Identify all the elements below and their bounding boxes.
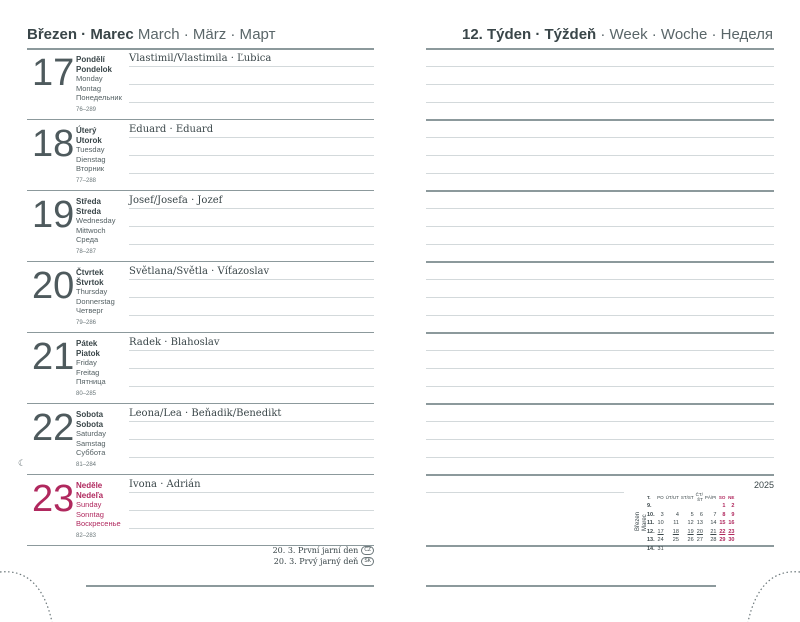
day-name-sk: Streda <box>76 206 101 216</box>
mini-calendar-grid <box>646 492 735 553</box>
week-translations: · Week · Woche · Неделя <box>596 26 773 43</box>
day-name-sk: Piatok <box>76 348 101 358</box>
mini-calendar-week: 9. <box>647 503 652 510</box>
day-name-ru: Суббота <box>76 448 106 458</box>
day-block <box>27 404 374 475</box>
mini-calendar-day: 1 <box>722 503 726 510</box>
day-block <box>27 475 374 546</box>
footer-rule <box>426 585 716 587</box>
mini-calendar-header: PÁ/PI <box>704 494 717 500</box>
mini-calendar-day: 28 <box>710 537 717 544</box>
mini-calendar-day <box>665 502 680 511</box>
day-name-en: Sunday <box>76 500 102 510</box>
mini-calendar-header: ST/ST <box>680 494 694 500</box>
mini-calendar-day <box>656 502 665 511</box>
day-number: 17 <box>32 52 75 94</box>
nameday-text: Vlastimil/Vlastimila · Ľubica <box>129 53 272 64</box>
notes-area[interactable] <box>426 0 774 548</box>
holiday-text: 20. 3. První jarní den <box>272 546 359 555</box>
mini-calendar-day: 3 <box>660 511 664 518</box>
day-name-cz: Úterý <box>76 126 97 135</box>
day-name-en: Tuesday <box>76 145 105 155</box>
day-name-sk: Nedeľa <box>76 490 104 500</box>
mini-calendar-day: 31 <box>657 545 664 552</box>
mini-calendar-day: 9 <box>731 511 735 518</box>
day-names <box>76 481 121 542</box>
mini-calendar-day: 24 <box>657 537 664 544</box>
mini-calendar-day: 27 <box>696 537 703 544</box>
day-name-de: Freitag <box>76 367 100 377</box>
mini-calendar-day: 20 <box>696 528 703 535</box>
mini-calendar-day <box>695 502 704 511</box>
mini-calendar-day: 2 <box>731 503 735 510</box>
country-badge: CZ <box>361 546 374 555</box>
day-name-sk: Pondelok <box>76 64 113 74</box>
mini-calendar-day: 22 <box>719 528 726 535</box>
mini-calendar-header: ČT/ŠT <box>695 492 703 502</box>
mini-calendar-day: 18 <box>672 528 679 535</box>
mini-calendar-month-sk: Marec <box>642 514 648 531</box>
day-name-ru: Понедельник <box>76 93 122 103</box>
day-block <box>27 333 374 404</box>
day-name-cz: Čtvrtek <box>76 268 104 277</box>
day-block <box>27 191 374 262</box>
day-name-de: Mittwoch <box>76 225 106 235</box>
day-name-en: Thursday <box>76 287 108 297</box>
holiday-note <box>273 546 374 555</box>
mini-calendar-day: 14 <box>710 520 717 527</box>
nameday-text: Josef/Josefa · Jozef <box>129 195 223 206</box>
month-translations: March · März · Март <box>133 26 276 43</box>
day-names <box>76 197 115 258</box>
mini-calendar-day: 30 <box>728 537 735 544</box>
mini-calendar-week: 14. <box>647 545 655 552</box>
day-count: 76–289 <box>76 106 97 113</box>
day-count: 81–284 <box>76 461 97 468</box>
holiday-text: 20. 3. Prvý jarný deň <box>273 557 359 566</box>
mini-calendar-day: 16 <box>728 520 735 527</box>
mini-calendar-year: 2025 <box>753 480 774 490</box>
day-names <box>76 126 106 187</box>
month-header <box>27 26 275 43</box>
mini-calendar-header: SO <box>718 494 726 500</box>
day-number: 22 <box>32 407 75 449</box>
day-name-cz: Pátek <box>76 339 98 348</box>
day-name-de: Samstag <box>76 438 106 448</box>
day-names <box>76 410 106 471</box>
mini-calendar-day: 25 <box>672 537 679 544</box>
day-number: 21 <box>32 336 75 378</box>
day-number: 23 <box>32 478 75 520</box>
day-count: 77–288 <box>76 177 97 184</box>
day-names <box>76 268 115 329</box>
day-name-en: Saturday <box>76 429 107 439</box>
page-corner-arc-left <box>0 560 70 622</box>
mini-calendar-day <box>695 545 704 554</box>
country-badge: SK <box>361 557 374 566</box>
day-name-cz: Neděle <box>76 481 103 490</box>
mini-calendar-week: 12. <box>647 528 655 535</box>
day-count: 82–283 <box>76 532 97 539</box>
mini-calendar-month-cz: Březen <box>635 511 641 531</box>
day-name-en: Monday <box>76 74 103 84</box>
mini-calendar-day: 12 <box>687 520 694 527</box>
day-name-ru: Пятница <box>76 377 106 387</box>
footer-rule <box>86 585 374 587</box>
mini-calendar-day: 4 <box>675 511 679 518</box>
mini-calendar-week: 11. <box>647 520 655 527</box>
day-count: 78–287 <box>76 248 97 255</box>
mini-calendar-day <box>704 545 718 554</box>
mini-calendar-day <box>680 502 695 511</box>
month-title: Březen · Marec <box>27 26 134 43</box>
mini-calendar-day <box>704 502 718 511</box>
day-name-ru: Четверг <box>76 306 104 316</box>
mini-calendar-header: T. <box>647 494 651 500</box>
mini-calendar-header: PO <box>657 494 664 500</box>
mini-calendar-day: 17 <box>657 528 664 535</box>
day-name-sk: Utorok <box>76 135 102 145</box>
mini-calendar-day: 21 <box>710 528 717 535</box>
mini-calendar-header: NE <box>728 494 735 500</box>
nameday-text: Leona/Lea · Beňadik/Benedikt <box>129 408 282 419</box>
day-name-de: Dienstag <box>76 154 106 164</box>
mini-calendar-day: 26 <box>687 537 694 544</box>
day-number: 18 <box>32 123 75 165</box>
day-name-ru: Воскресенье <box>76 519 121 529</box>
mini-calendar-day: 8 <box>722 511 726 518</box>
day-name-ru: Вторник <box>76 164 105 174</box>
day-block <box>27 262 374 333</box>
mini-calendar-day <box>726 545 735 554</box>
day-block <box>27 120 374 191</box>
day-number: 19 <box>32 194 75 236</box>
mini-calendar-day <box>717 545 726 554</box>
day-name-cz: Pondělí <box>76 55 105 64</box>
mini-calendar-day <box>680 545 695 554</box>
mini-calendar-day: 29 <box>719 537 726 544</box>
day-name-ru: Среда <box>76 235 99 245</box>
day-names <box>76 55 122 116</box>
mini-calendar-day: 23 <box>728 528 735 535</box>
day-name-cz: Středa <box>76 197 101 206</box>
right-page <box>400 0 800 622</box>
day-name-en: Friday <box>76 358 97 368</box>
day-names <box>76 339 106 400</box>
day-block <box>27 49 374 120</box>
nameday-text: Světlana/Světla · Víťazoslav <box>129 266 270 277</box>
mini-calendar-day: 10 <box>657 520 664 527</box>
week-title: 12. Týden · Týždeň <box>462 26 597 43</box>
page-corner-arc-right <box>736 560 800 622</box>
day-count: 79–286 <box>76 319 97 326</box>
day-name-cz: Sobota <box>76 410 104 419</box>
day-name-de: Sonntag <box>76 509 104 519</box>
mini-calendar-day: 5 <box>690 511 694 518</box>
mini-calendar-week: 13. <box>647 537 655 544</box>
day-count: 80–285 <box>76 390 97 397</box>
day-name-de: Montag <box>76 83 102 93</box>
mini-calendar-header: ÚT/UT <box>665 494 679 500</box>
day-name-sk: Štvrtok <box>76 277 104 287</box>
mini-calendar-day: 11 <box>673 520 679 527</box>
day-number: 20 <box>32 265 75 307</box>
mini-calendar-day: 13 <box>696 520 703 527</box>
day-name-en: Wednesday <box>76 216 116 226</box>
mini-calendar-week: 10. <box>647 511 655 518</box>
mini-calendar-day: 7 <box>713 511 717 518</box>
nameday-text: Eduard · Eduard <box>129 124 214 135</box>
day-name-sk: Sobota <box>76 419 104 429</box>
mini-calendar-day: 6 <box>699 511 703 518</box>
holiday-note <box>274 557 374 566</box>
mini-calendar-day <box>665 545 680 554</box>
mini-calendar-day: 19 <box>687 528 694 535</box>
moon-phase-icon: ☾ <box>18 458 27 468</box>
mini-calendar-day: 15 <box>719 520 726 527</box>
nameday-text: Radek · Blahoslav <box>129 337 220 348</box>
day-name-de: Donnerstag <box>76 296 115 306</box>
nameday-text: Ivona · Adrián <box>129 479 201 490</box>
